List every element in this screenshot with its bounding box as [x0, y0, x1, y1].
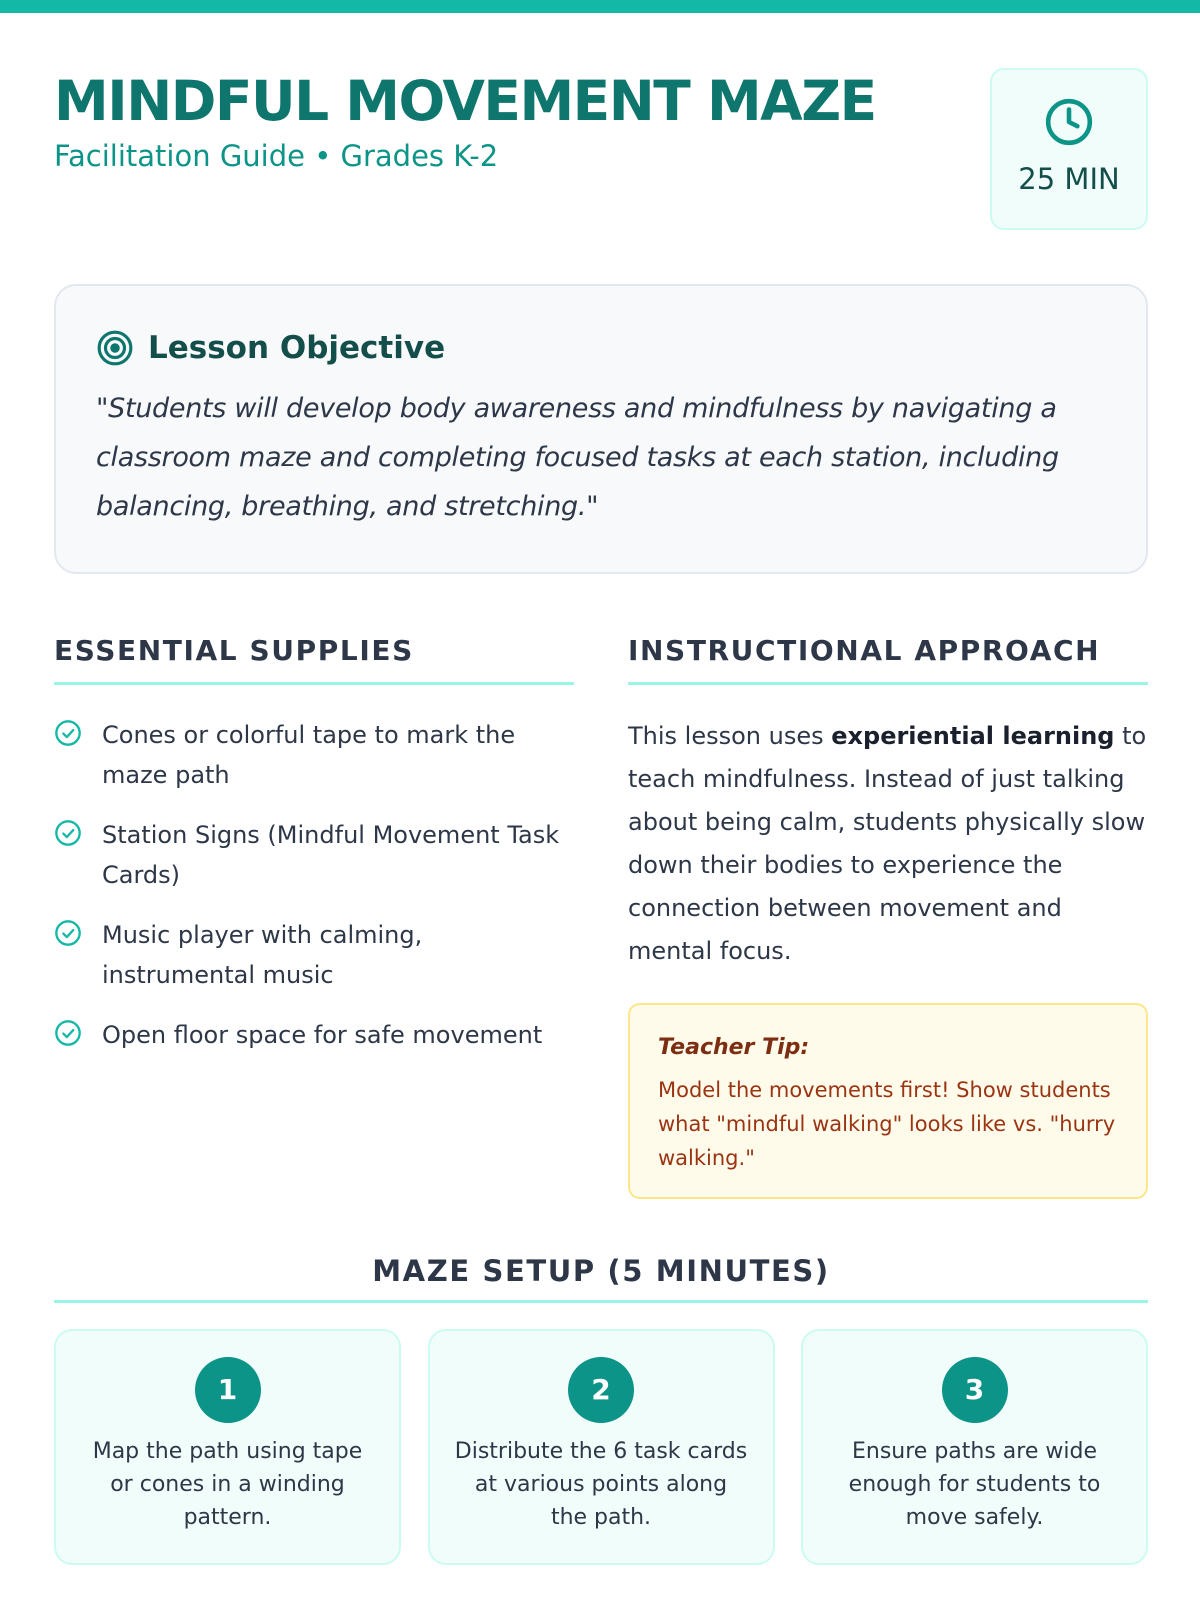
- teacher-tip-box: [628, 1003, 1148, 1199]
- target-icon: [96, 329, 134, 367]
- clock-icon: [1044, 97, 1094, 147]
- lesson-objective-card: [54, 284, 1148, 574]
- supplies-list: [54, 715, 574, 1055]
- check-circle-icon: [54, 819, 82, 847]
- step-number-badge: 2: [568, 1357, 634, 1423]
- supplies-section: [54, 626, 574, 1075]
- approach-emphasis: experiential learning: [831, 722, 1115, 750]
- list-item: [54, 1015, 574, 1055]
- page-title: MINDFUL MOVEMENT MAZE: [54, 69, 876, 133]
- check-circle-icon: [54, 719, 82, 747]
- supply-text: Cones or colorful tape to mark the maze path: [102, 721, 516, 789]
- approach-text-end: to teach mindfulness. Instead of just talking about being calm, students physically slow down their bodies to experience the connection between movement and mental focus.: [628, 722, 1147, 965]
- setup-title: MAZE SETUP (5 MINUTES): [54, 1248, 1148, 1303]
- page-header: [54, 66, 1148, 232]
- check-circle-icon: [54, 1019, 82, 1047]
- duration-label: 25 MIN: [1018, 162, 1120, 196]
- duration-badge: [990, 68, 1148, 230]
- approach-text-start: This lesson uses: [628, 722, 832, 750]
- step-card: [54, 1329, 401, 1565]
- objective-heading: [96, 326, 1106, 370]
- objective-title: Lesson Objective: [148, 330, 446, 366]
- step-number-badge: 3: [942, 1357, 1008, 1423]
- supplies-title: ESSENTIAL SUPPLIES: [54, 626, 574, 685]
- supply-text: Open floor space for safe movement: [102, 1021, 543, 1049]
- list-item: [54, 715, 574, 795]
- check-circle-icon: [54, 919, 82, 947]
- top-accent-bar: [0, 0, 1200, 13]
- tip-title: Teacher Tip:: [658, 1035, 810, 1060]
- approach-title: INSTRUCTIONAL APPROACH: [628, 626, 1148, 685]
- step-text: Ensure paths are wide enough for students to move safely.: [848, 1439, 1101, 1530]
- list-item: [54, 915, 574, 995]
- tip-text: Model the movements first! Show students what "mindful walking" looks like vs. "hurry walking.": [658, 1078, 1116, 1170]
- supply-text: Station Signs (Mindful Movement Task Cards): [102, 821, 560, 889]
- list-item: [54, 815, 574, 895]
- step-text: Map the path using tape or cones in a winding pattern.: [92, 1439, 363, 1530]
- maze-setup-section: [54, 1248, 1148, 1565]
- step-card: [801, 1329, 1148, 1565]
- objective-quote: "Students will develop body awareness and mindfulness by navigating a classroom maze and completing focused tasks at each station, including balancing, breathing, and stretching.": [96, 393, 1059, 522]
- approach-text: [628, 715, 1148, 973]
- setup-steps: [54, 1329, 1148, 1565]
- step-text: Distribute the 6 task cards at various points along the path.: [454, 1439, 748, 1530]
- approach-section: [628, 626, 1148, 1199]
- page-subtitle: Facilitation Guide • Grades K-2: [54, 139, 499, 173]
- step-card: [428, 1329, 775, 1565]
- step-number-badge: 1: [195, 1357, 261, 1423]
- supply-text: Music player with calming, instrumental music: [102, 921, 423, 989]
